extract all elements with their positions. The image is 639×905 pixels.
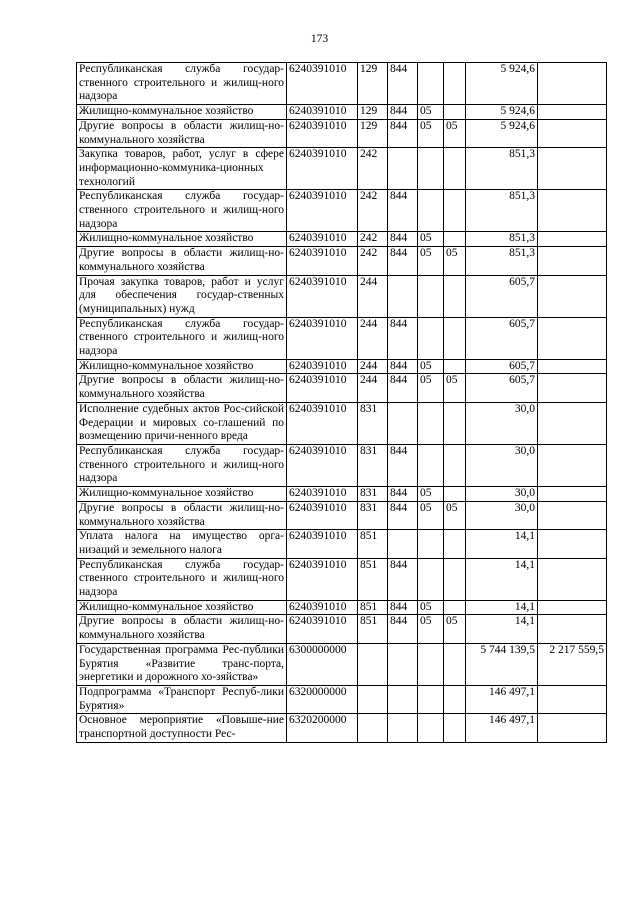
administrator-code-cell [388,402,418,444]
page-number: 173 [310,33,329,45]
subsection-code-cell: 05 [444,119,466,147]
expense-type-cell: 129 [358,119,388,147]
expenditure-name-cell: Другие вопросы в области жилищ-но-коммунального хозяйства [77,615,287,643]
amount-cell: 5 924,6 [466,63,538,105]
amount-cell: 146 497,1 [466,685,538,713]
section-code-cell [418,558,444,600]
administrator-code-cell: 844 [388,232,418,247]
amount-second-cell [538,275,607,317]
amount-cell: 30,0 [466,402,538,444]
subsection-code-cell [444,232,466,247]
subsection-code-cell [444,190,466,232]
administrator-code-cell [388,275,418,317]
amount-second-cell [538,148,607,190]
table-row [77,714,607,742]
section-code-cell: 05 [418,247,444,275]
target-article-code-cell: 6240391010 [287,148,358,190]
subsection-code-cell [444,444,466,486]
table-row [77,685,607,713]
table-row [77,643,607,685]
administrator-code-cell: 844 [388,359,418,374]
expenditure-name-cell: Республиканская служба государ-ственного строительного и жилищ-ного надзора [77,317,287,359]
administrator-code-cell: 844 [388,615,418,643]
administrator-code-cell: 844 [388,558,418,600]
expenditure-name-cell: Государственная программа Рес-публики Бурятия «Развитие транс-порта, энергетики и дорожного хо-зяйства» [77,643,287,685]
target-article-code-cell: 6240391010 [287,232,358,247]
expenditure-name-cell: Республиканская служба государ-ственного строительного и жилищ-ного надзора [77,558,287,600]
administrator-code-cell: 844 [388,600,418,615]
section-code-cell [418,63,444,105]
amount-second-cell [538,714,607,742]
amount-second-cell [538,247,607,275]
subsection-code-cell [444,275,466,317]
expense-type-cell [358,643,388,685]
target-article-code-cell: 6240391010 [287,359,358,374]
target-article-code-cell: 6240391010 [287,600,358,615]
target-article-code-cell: 6240391010 [287,190,358,232]
administrator-code-cell: 844 [388,190,418,232]
target-article-code-cell: 6240391010 [287,63,358,105]
expenditure-name-cell: Другие вопросы в области жилищ-но-коммунального хозяйства [77,374,287,402]
subsection-code-cell [444,600,466,615]
table-row [77,530,607,558]
amount-cell: 14,1 [466,615,538,643]
administrator-code-cell: 844 [388,247,418,275]
amount-cell: 14,1 [466,558,538,600]
expenditure-name-cell: Жилищно-коммунальное хозяйство [77,600,287,615]
target-article-code-cell: 6300000000 [287,643,358,685]
subsection-code-cell [444,402,466,444]
expenditure-name-cell: Другие вопросы в области жилищ-но-коммунального хозяйства [77,247,287,275]
administrator-code-cell: 844 [388,444,418,486]
expenditure-name-cell: Уплата налога на имущество орга-низаций и земельного налога [77,530,287,558]
table-row [77,317,607,359]
section-code-cell [418,685,444,713]
table-row [77,402,607,444]
amount-cell: 851,3 [466,247,538,275]
expenditure-name-cell: Подпрограмма «Транспорт Респуб-лики Бурятия» [77,685,287,713]
amount-second-cell [538,402,607,444]
table-body [77,63,607,743]
subsection-code-cell [444,643,466,685]
expense-type-cell: 831 [358,487,388,502]
table-row [77,275,607,317]
table-row [77,487,607,502]
target-article-code-cell: 6240391010 [287,558,358,600]
expenditure-name-cell: Республиканская служба государ-ственного строительного и жилищ-ного надзора [77,63,287,105]
administrator-code-cell: 844 [388,501,418,529]
section-code-cell: 05 [418,487,444,502]
subsection-code-cell: 05 [444,501,466,529]
section-code-cell: 05 [418,105,444,120]
table-row [77,615,607,643]
amount-cell: 5 924,6 [466,105,538,120]
target-article-code-cell: 6320200000 [287,714,358,742]
expenditure-name-cell: Жилищно-коммунальное хозяйство [77,232,287,247]
budget-table [76,62,607,743]
expense-type-cell: 242 [358,247,388,275]
subsection-code-cell [444,359,466,374]
section-code-cell [418,190,444,232]
expense-type-cell [358,714,388,742]
section-code-cell [418,643,444,685]
expense-type-cell: 851 [358,615,388,643]
administrator-code-cell [388,685,418,713]
administrator-code-cell: 844 [388,105,418,120]
expense-type-cell: 851 [358,530,388,558]
section-code-cell [418,317,444,359]
expense-type-cell: 851 [358,558,388,600]
target-article-code-cell: 6240391010 [287,247,358,275]
amount-cell: 5 924,6 [466,119,538,147]
section-code-cell: 05 [418,615,444,643]
amount-second-cell [538,63,607,105]
section-code-cell: 05 [418,232,444,247]
administrator-code-cell [388,714,418,742]
subsection-code-cell [444,317,466,359]
section-code-cell: 05 [418,359,444,374]
amount-cell: 5 744 139,5 [466,643,538,685]
amount-second-cell [538,105,607,120]
target-article-code-cell: 6240391010 [287,444,358,486]
subsection-code-cell [444,63,466,105]
table-row [77,444,607,486]
expense-type-cell: 831 [358,402,388,444]
expense-type-cell: 244 [358,317,388,359]
table-row [77,119,607,147]
amount-second-cell: 2 217 559,5 [538,643,607,685]
expense-type-cell: 129 [358,63,388,105]
target-article-code-cell: 6240391010 [287,530,358,558]
administrator-code-cell: 844 [388,317,418,359]
table-row [77,600,607,615]
target-article-code-cell: 6320000000 [287,685,358,713]
amount-cell: 851,3 [466,190,538,232]
section-code-cell: 05 [418,119,444,147]
section-code-cell [418,530,444,558]
amount-cell: 851,3 [466,232,538,247]
amount-second-cell [538,530,607,558]
table-row [77,558,607,600]
target-article-code-cell: 6240391010 [287,487,358,502]
table-row [77,374,607,402]
amount-second-cell [538,190,607,232]
expenditure-name-cell: Жилищно-коммунальное хозяйство [77,487,287,502]
subsection-code-cell [444,487,466,502]
subsection-code-cell: 05 [444,374,466,402]
administrator-code-cell: 844 [388,63,418,105]
administrator-code-cell: 844 [388,374,418,402]
amount-second-cell [538,374,607,402]
administrator-code-cell [388,643,418,685]
expense-type-cell: 242 [358,232,388,247]
expense-type-cell: 242 [358,148,388,190]
section-code-cell: 05 [418,501,444,529]
administrator-code-cell: 844 [388,487,418,502]
subsection-code-cell: 05 [444,247,466,275]
expense-type-cell: 244 [358,275,388,317]
subsection-code-cell: 05 [444,615,466,643]
amount-second-cell [538,501,607,529]
amount-cell: 30,0 [466,444,538,486]
table-row [77,359,607,374]
expenditure-name-cell: Прочая закупка товаров, работ и услуг для обеспечения государ-ственных (муниципальных) нужд [77,275,287,317]
subsection-code-cell [444,530,466,558]
amount-cell: 851,3 [466,148,538,190]
amount-second-cell [538,119,607,147]
amount-cell: 146 497,1 [466,714,538,742]
amount-second-cell [538,317,607,359]
amount-second-cell [538,487,607,502]
expenditure-name-cell: Закупка товаров, работ, услуг в сфере информационно-коммуника-ционных технологий [77,148,287,190]
administrator-code-cell: 844 [388,119,418,147]
table-row [77,232,607,247]
table-row [77,63,607,105]
expenditure-name-cell: Другие вопросы в области жилищ-но-коммунального хозяйства [77,501,287,529]
administrator-code-cell [388,530,418,558]
expense-type-cell [358,685,388,713]
expense-type-cell: 831 [358,444,388,486]
expense-type-cell: 242 [358,190,388,232]
amount-second-cell [538,615,607,643]
expense-type-cell: 851 [358,600,388,615]
administrator-code-cell [388,148,418,190]
subsection-code-cell [444,714,466,742]
target-article-code-cell: 6240391010 [287,105,358,120]
amount-cell: 30,0 [466,487,538,502]
amount-second-cell [538,685,607,713]
section-code-cell [418,275,444,317]
amount-cell: 605,7 [466,374,538,402]
target-article-code-cell: 6240391010 [287,119,358,147]
subsection-code-cell [444,148,466,190]
target-article-code-cell: 6240391010 [287,317,358,359]
subsection-code-cell [444,558,466,600]
section-code-cell [418,714,444,742]
target-article-code-cell: 6240391010 [287,402,358,444]
expenditure-name-cell: Жилищно-коммунальное хозяйство [77,359,287,374]
amount-cell: 605,7 [466,275,538,317]
expense-type-cell: 831 [358,501,388,529]
target-article-code-cell: 6240391010 [287,374,358,402]
table-row [77,105,607,120]
table-row [77,190,607,232]
expenditure-name-cell: Исполнение судебных актов Рос-сийской Федерации и мировых со-глашений по возмещению причи-ненного вреда [77,402,287,444]
section-code-cell [418,402,444,444]
table-row [77,247,607,275]
subsection-code-cell [444,685,466,713]
section-code-cell [418,444,444,486]
section-code-cell [418,148,444,190]
amount-second-cell [538,600,607,615]
expense-type-cell: 244 [358,374,388,402]
section-code-cell: 05 [418,374,444,402]
expenditure-name-cell: Республиканская служба государ-ственного строительного и жилищ-ного надзора [77,190,287,232]
target-article-code-cell: 6240391010 [287,275,358,317]
amount-cell: 30,0 [466,501,538,529]
amount-cell: 605,7 [466,317,538,359]
expenditure-name-cell: Основное мероприятие «Повыше-ние транспортной доступности Рес- [77,714,287,742]
section-code-cell: 05 [418,600,444,615]
amount-second-cell [538,444,607,486]
expenditure-name-cell: Республиканская служба государ-ственного строительного и жилищ-ного надзора [77,444,287,486]
amount-cell: 14,1 [466,530,538,558]
amount-cell: 605,7 [466,359,538,374]
amount-second-cell [538,232,607,247]
expense-type-cell: 129 [358,105,388,120]
expenditure-name-cell: Жилищно-коммунальное хозяйство [77,105,287,120]
target-article-code-cell: 6240391010 [287,615,358,643]
subsection-code-cell [444,105,466,120]
amount-cell: 14,1 [466,600,538,615]
target-article-code-cell: 6240391010 [287,501,358,529]
amount-second-cell [538,359,607,374]
table-row [77,148,607,190]
expenditure-name-cell: Другие вопросы в области жилищ-но-коммунального хозяйства [77,119,287,147]
expense-type-cell: 244 [358,359,388,374]
table-row [77,501,607,529]
amount-second-cell [538,558,607,600]
